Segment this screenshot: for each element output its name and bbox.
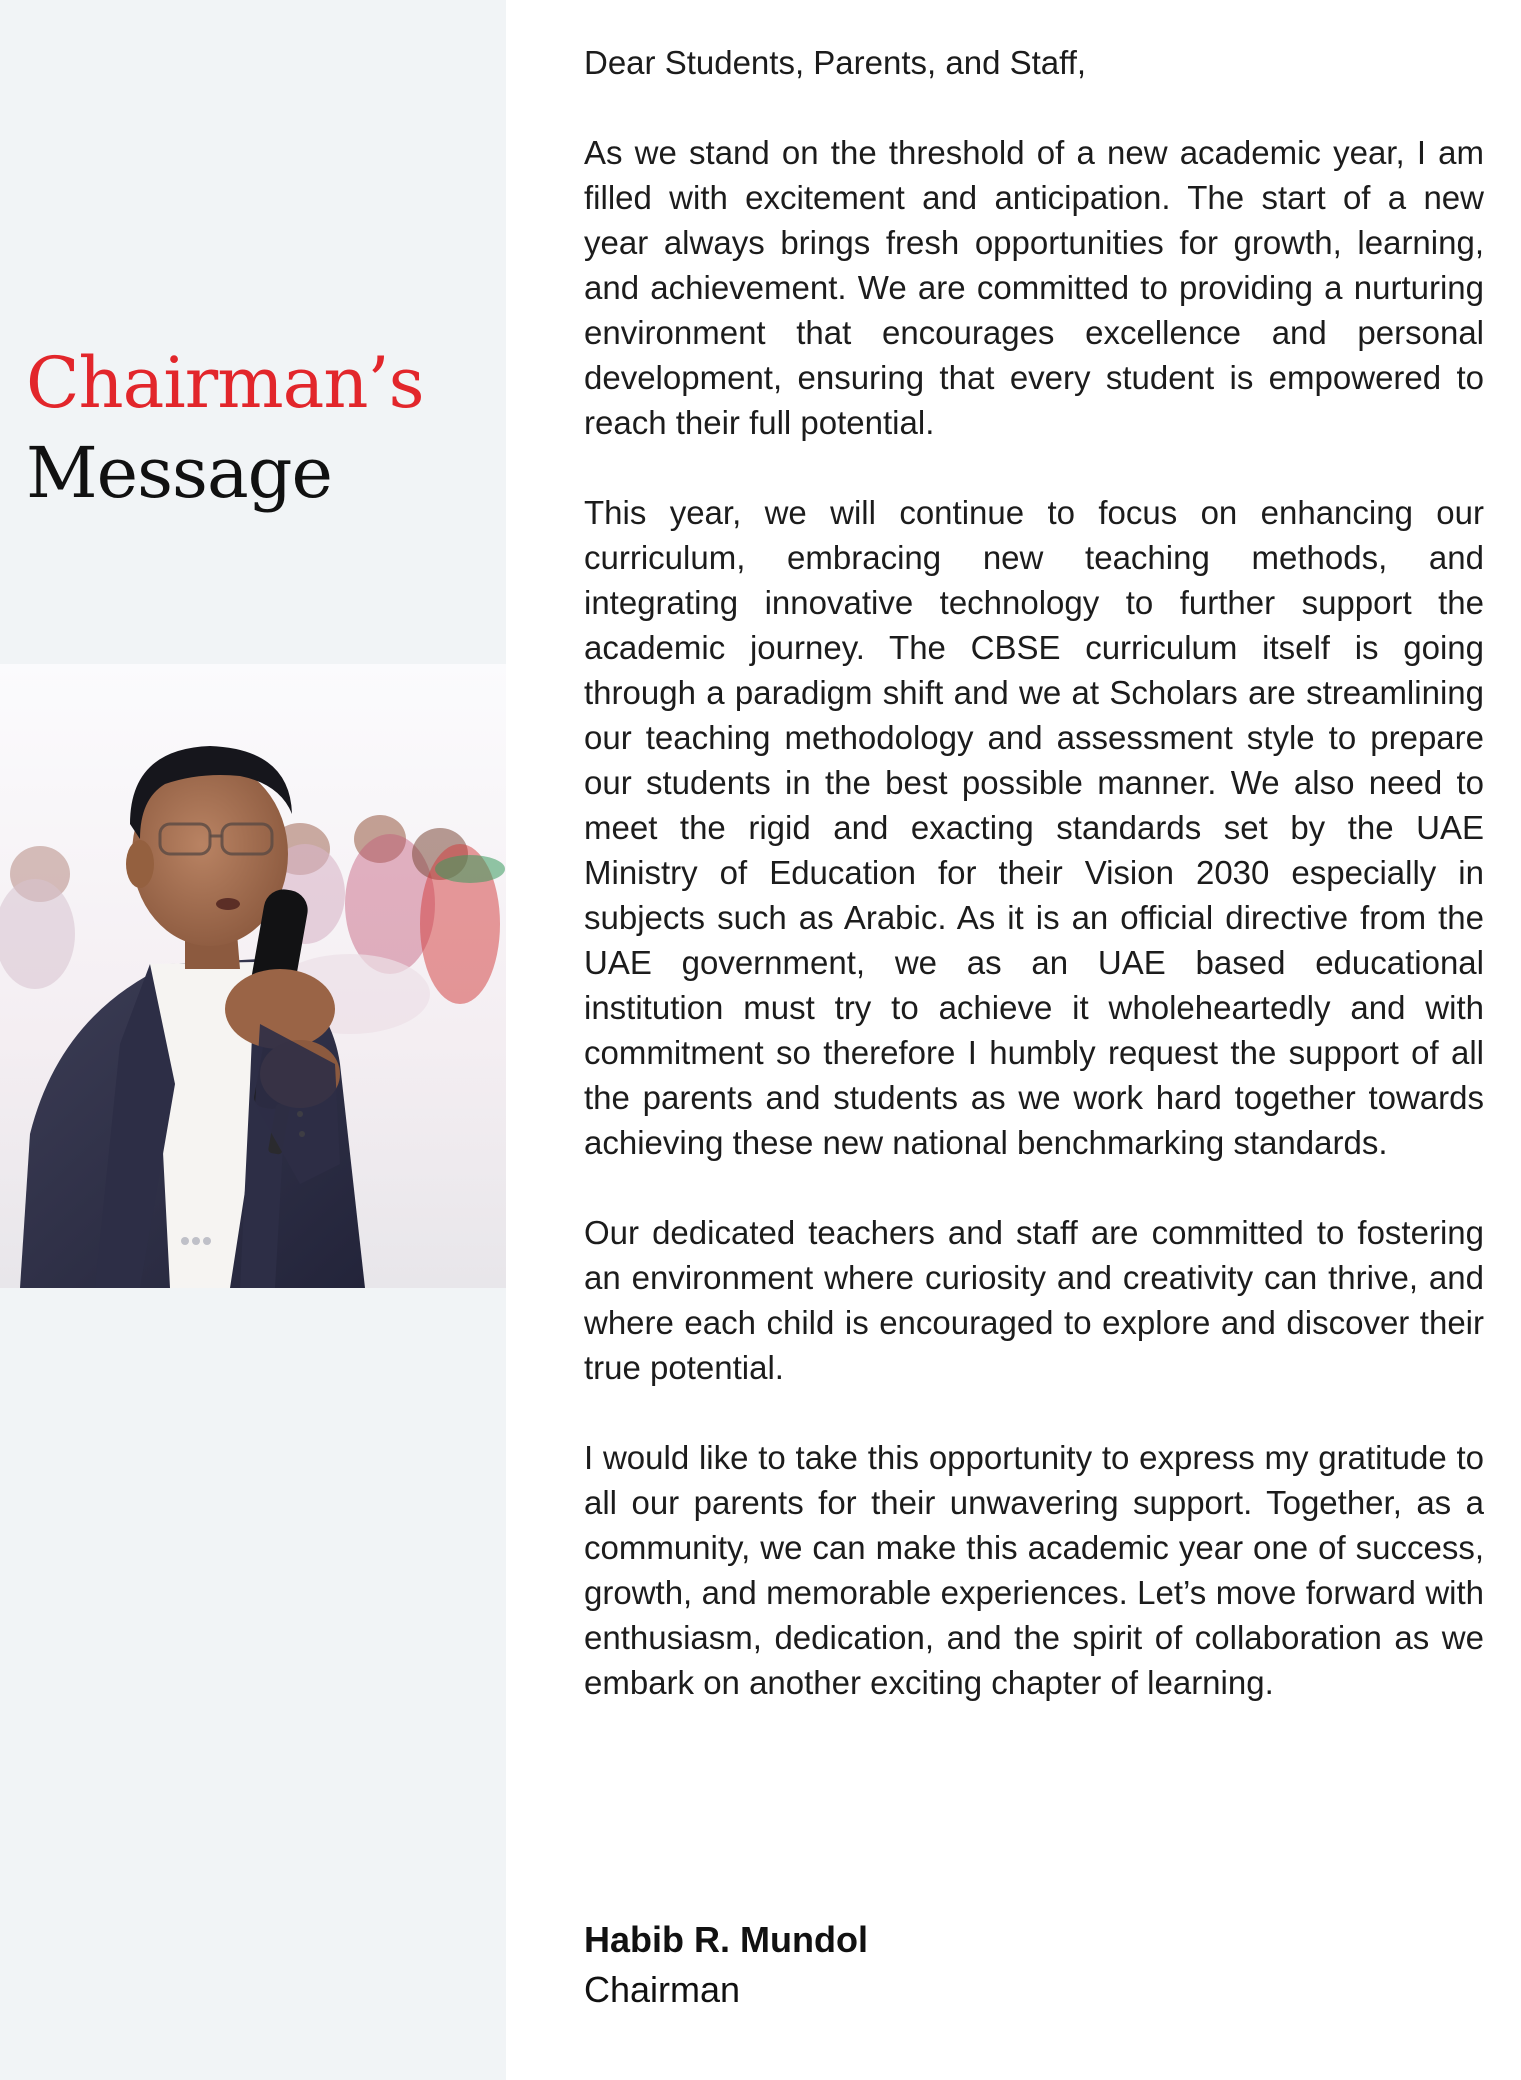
signatory-title: Chairman	[584, 1969, 741, 2010]
salutation: Dear Students, Parents, and Staff,	[584, 44, 1087, 81]
letter-body	[584, 40, 1484, 1750]
heading-message: Message	[26, 432, 332, 514]
page-heading	[26, 338, 424, 518]
paragraph-gratitude: I would like to take this opportunity to express my gratitude to all our parents for their unwavering support. Together, as a community, we can make this academic year one of success, growth, and memorable experiences. Let’s move forward with enthusiasm, dedication, and the spirit of collaboration as we embark on another exciting chapter of learning.	[584, 1439, 1484, 1701]
heading-chairmans: Chairman’s	[26, 342, 424, 424]
paragraph-intro: As we stand on the threshold of a new academic year, I am filled with excitement and anticipation. The start of a new year always brings fresh opportunities for growth, learning, and achievement. We are committed to providing a nurturing environment that encourages excellence and personal development, ensuring that every student is empowered to reach their full potential.	[584, 134, 1484, 441]
chairman-photo	[0, 664, 506, 1288]
sidebar-panel	[0, 0, 506, 2080]
paragraph-teachers: Our dedicated teachers and staff are committed to fostering an environment where curiosity and creativity can thrive, and where each child is encouraged to explore and discover their true potential.	[584, 1214, 1484, 1386]
signatory-name: Habib R. Mundol	[584, 1919, 868, 1960]
paragraph-curriculum: This year, we will continue to focus on enhancing our curriculum, embracing new teaching methods, and integrating innovative technology to further support the academic journey. The CBSE curriculum itself is going through a paradigm shift and we at Scholars are streamlining our teaching methodology and assessment style to prepare our students in the best possible manner. We also need to meet the rigid and exacting standards set by the UAE Ministry of Education for their Vision 2030 especially in subjects such as Arabic. As it is an official directive from the UAE government, we as an UAE based educational institution must try to achieve it wholeheartedly and with commitment so therefore I humbly request the support of all the parents and students as we work hard together towards achieving these new national benchmarking standards.	[584, 494, 1484, 1161]
signature-block	[584, 1915, 868, 2015]
